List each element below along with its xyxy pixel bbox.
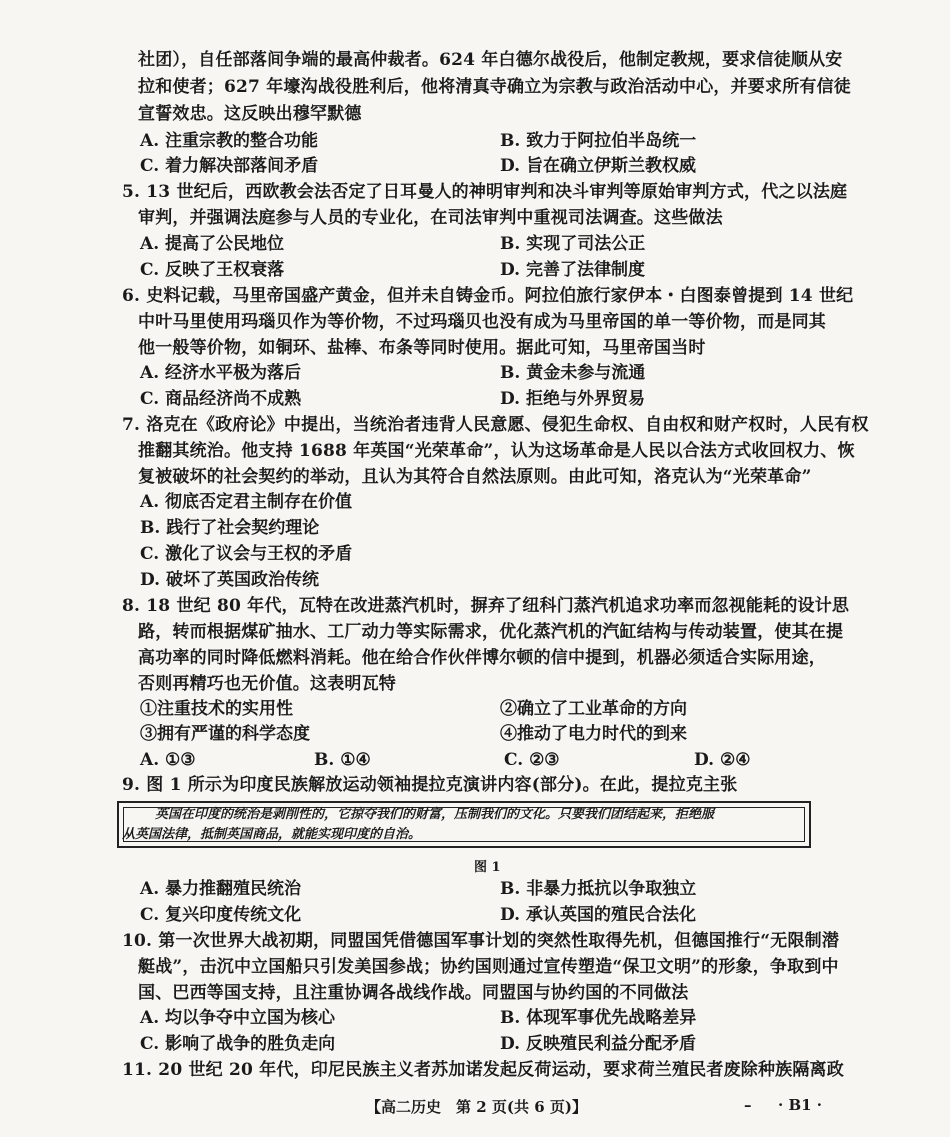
q8-option-c: C. ②③ (504, 750, 560, 770)
q10-option-b: B. 体现军事优先战略差异 (500, 1008, 697, 1028)
q8-option-a: A. ①③ (140, 750, 196, 770)
q5-option-b: B. 实现了司法公正 (500, 234, 646, 254)
q7-option-d: D. 破坏了英国政治传统 (140, 570, 319, 590)
q10-option-c: C. 影响了战争的胜负走向 (140, 1034, 336, 1054)
figure-1-quote-line-2: 从英国法律，抵制英国商品，就能实现印度的自治。 (122, 827, 422, 842)
page-footer: 【高二历史 第 2 页(共 6 页)】 (366, 1098, 587, 1116)
q4-option-b: B. 致力于阿拉伯半岛统一 (500, 131, 697, 151)
figure-1-caption: 图 1 (474, 860, 501, 875)
q7-line-2: 推翻其统治。他支持 1688 年英国“光荣革命”，认为这场革命是人民以合法方式收回权力、恢 (138, 441, 855, 461)
q6-line-1: 6. 史料记载，马里帝国盛产黄金，但并未自铸金币。阿拉伯旅行家伊本・白图泰曾提到 14 世纪 (122, 286, 854, 306)
q6-option-b: B. 黄金未参与流通 (500, 363, 646, 383)
q6-option-c: C. 商品经济尚不成熟 (140, 389, 302, 409)
q8-option-b: B. ①④ (314, 750, 371, 770)
q10-line-1: 10. 第一次世界大战初期，同盟国凭借德国军事计划的突然性取得先机，但德国推行“无限制潜 (122, 931, 840, 951)
q8-item-4: ④推动了电力时代的到来 (500, 724, 687, 744)
q7-option-c: C. 激化了议会与王权的矛盾 (140, 544, 353, 564)
q8-line-3: 高功率的同时降低燃料消耗。他在给合作伙伴博尔顿的信中提到，机器必须适合实际用途， (138, 648, 826, 668)
q8-item-3: ③拥有严谨的科学态度 (140, 724, 310, 744)
q10-line-2: 艇战”，击沉中立国船只引发美国参战；协约国则通过宣传塑造“保卫文明”的形象，争取到中 (138, 957, 839, 977)
q5-option-c: C. 反映了王权衰落 (140, 260, 285, 280)
q7-option-a: A. 彻底否定君主制存在价值 (140, 492, 353, 512)
q7-line-1: 7. 洛克在《政府论》中提出，当统治者违背人民意愿、侵犯生命权、自由权和财产权时，人民有权 (122, 415, 869, 435)
q4-line-3: 宣誓效忠。这反映出穆罕默德 (138, 104, 362, 124)
q7-line-3: 复被破坏的社会契约的举动，且认为其符合自然法原则。由此可知，洛克认为“光荣革命” (138, 467, 812, 487)
footer-code: · B1 · (778, 1096, 823, 1114)
q11-line-1: 11. 20 世纪 20 年代，印尼民族主义者苏加诺发起反荷运动，要求荷兰殖民者废除种族隔离政 (122, 1060, 844, 1080)
q8-line-1: 8. 18 世纪 80 年代，瓦特在改进蒸汽机时，摒弃了纽科门蒸汽机追求功率而忽视能耗的设计思 (122, 596, 850, 616)
q5-option-a: A. 提高了公民地位 (140, 234, 285, 254)
q5-option-d: D. 完善了法律制度 (500, 260, 645, 280)
q7-option-b: B. 践行了社会契约理论 (140, 518, 320, 538)
q5-line-2: 审判，并强调法庭参与人员的专业化，在司法审判中重视司法调查。这些做法 (138, 208, 723, 228)
q4-option-a: A. 注重宗教的整合功能 (140, 131, 319, 151)
q10-option-d: D. 反映殖民利益分配矛盾 (500, 1034, 696, 1054)
q6-line-2: 中叶马里使用玛瑙贝作为等价物，不过玛瑙贝也没有成为马里帝国的单一等价物，而是同其 (138, 312, 826, 332)
q10-line-3: 国、巴西等国支持，且注重协调各战线作战。同盟国与协约国的不同做法 (138, 983, 689, 1003)
q8-item-1: ①注重技术的实用性 (140, 699, 293, 719)
figure-1-quote-line-1: 英国在印度的统治是剥削性的，它掠夺我们的财富，压制我们的文化。只要我们团结起来，拒绝服 (155, 807, 715, 822)
q9-option-b: B. 非暴力抵抗以争取独立 (500, 879, 697, 899)
q6-line-3: 他一般等价物，如铜环、盐棒、布条等同时使用。据此可知，马里帝国当时 (138, 338, 706, 358)
q4-option-c: C. 着力解决部落间矛盾 (140, 156, 319, 176)
q5-line-1: 5. 13 世纪后，西欧教会法否定了日耳曼人的神明审判和决斗审判等原始审判方式，代之以法庭 (122, 182, 848, 202)
q9-option-a: A. 暴力推翻殖民统治 (140, 879, 302, 899)
q8-item-2: ②确立了工业革命的方向 (500, 699, 687, 719)
q9-option-d: D. 承认英国的殖民合法化 (500, 905, 696, 925)
q6-option-d: D. 拒绝与外界贸易 (500, 389, 645, 409)
q8-line-2: 路，转而根据煤矿抽水、工厂动力等实际需求，优化蒸汽机的汽缸结构与传动装置，使其在提 (138, 622, 844, 642)
q9-line-1: 9. 图 1 所示为印度民族解放运动领袖提拉克演讲内容(部分)。在此，提拉克主张 (122, 775, 738, 795)
q9-option-c: C. 复兴印度传统文化 (140, 905, 302, 925)
q8-option-d: D. ②④ (694, 750, 751, 770)
q4-line-2: 拉和使者；627 年壕沟战役胜利后，他将清真寺确立为宗教与政治活动中心，并要求所有信徒 (138, 77, 852, 97)
footer-dash: – (744, 1096, 752, 1114)
q4-option-d: D. 旨在确立伊斯兰教权威 (500, 156, 696, 176)
q6-option-a: A. 经济水平极为落后 (140, 363, 302, 383)
q8-line-4: 否则再精巧也无价值。这表明瓦特 (138, 674, 396, 694)
q10-option-a: A. 均以争夺中立国为核心 (140, 1008, 336, 1028)
q4-line-1: 社团），自任部落间争端的最高仲裁者。624 年白德尔战役后，他制定教规，要求信徒顺从安 (138, 50, 843, 70)
